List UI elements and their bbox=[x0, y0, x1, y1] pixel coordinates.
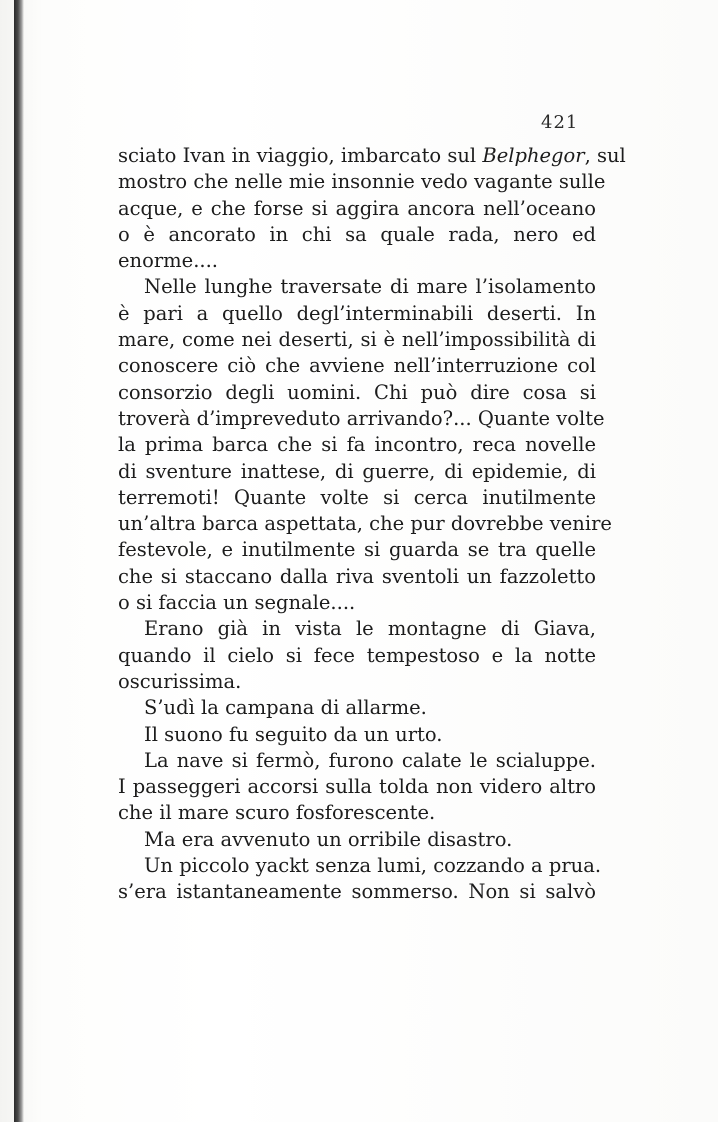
text-line: La nave si fermò, furono calate le scialuppe. bbox=[144, 748, 596, 772]
text-line: troverà d’impreveduto arrivando?... Quante volte bbox=[118, 406, 605, 430]
text-line: o si faccia un segnale.... bbox=[118, 591, 356, 615]
text-line: mare, come nei deserti, si è nell’impossibilità di bbox=[118, 328, 596, 352]
text-line: mostro che nelle mie insonnie vedo vagante sulle bbox=[118, 170, 606, 194]
text-line: Erano già in vista le montagne di Giava, bbox=[144, 617, 596, 641]
text-line: I passeggeri accorsi sulla tolda non videro altro bbox=[118, 775, 596, 799]
body-text bbox=[118, 143, 626, 906]
binding-edge bbox=[14, 0, 24, 1122]
text-line: consorzio degli uomini. Chi può dire cosa si bbox=[118, 380, 596, 404]
text-line: che si staccano dalla riva sventoli un fazzoletto bbox=[118, 564, 596, 588]
text-line: che il mare scuro fosforescente. bbox=[118, 801, 436, 825]
ship-name: Belphegor bbox=[482, 144, 585, 167]
text-line: quando il cielo si fece tempestoso e la notte bbox=[118, 643, 596, 667]
text-line: festevole, e inutilmente si guarda se tra quelle bbox=[118, 538, 596, 562]
text-line: acque, e che forse si aggira ancora nell’oceano bbox=[118, 196, 596, 220]
text-line: s’era istantaneamente sommerso. Non si salvò bbox=[118, 880, 596, 904]
text-line: S’udì la campana di allarme. bbox=[144, 696, 427, 720]
page-number: 421 bbox=[541, 112, 579, 133]
text-line: Il suono fu seguito da un urto. bbox=[144, 722, 443, 746]
text-line: Nelle lunghe traversate di mare l’isolamento bbox=[144, 275, 596, 299]
text-line: o è ancorato in chi sa quale rada, nero ed bbox=[118, 222, 596, 246]
text-line: è pari a quello degl’interminabili deserti. In bbox=[118, 301, 596, 325]
text-line: di sventure inattese, di guerre, di epidemie, di bbox=[118, 459, 596, 483]
text-line: oscurissima. bbox=[118, 669, 242, 693]
text-line: conoscere ciò che avviene nell’interruzione col bbox=[118, 354, 596, 378]
text-line: Un piccolo yackt senza lumi, cozzando a prua. bbox=[144, 854, 602, 878]
text-line: la prima barca che si fa incontro, reca novelle bbox=[118, 433, 596, 457]
text-line: un’altra barca aspettata, che pur dovrebbe venire bbox=[118, 512, 612, 536]
text-line: terremoti! Quante volte si cerca inutilmente bbox=[118, 485, 596, 509]
text-line: sciato Ivan in viaggio, imbarcato sul Belphegor, sul bbox=[118, 144, 626, 167]
text-line: enorme.... bbox=[118, 249, 218, 273]
text-line: Ma era avvenuto un orribile disastro. bbox=[144, 827, 513, 851]
